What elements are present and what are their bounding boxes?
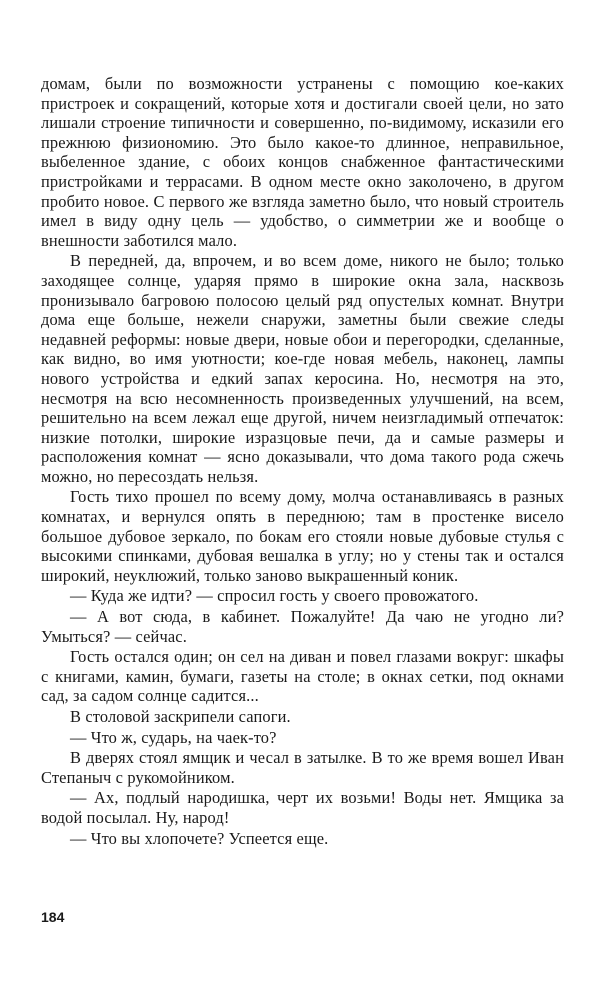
paragraph-1: домам, были по возможности устранены с помощию кое-каких пристроек и сокращений, которые хотя и достигали своей цели, но зато лишали строение типичности и совершенно, по-видимому, исказили его прежнюю физиономию. Это было какое-то длинное, неправильное, выбеленное здание, с обоих концов снабженное фантастическими пристройками и террасами. В одном месте окно заколочено, в другом пробито новое. С первого же взгляда заметно было, что новый строитель имел в виду одну цель — удобство, о симметрии же и вообще о внешности заботился мало. <box>41 74 564 250</box>
page-number: 184 <box>41 909 65 925</box>
dialogue-line-4: — Ах, подлый народишка, черт их возьми! Воды нет. Ямщика за водой посылал. Ну, народ! <box>41 788 564 827</box>
paragraph-2: В передней, да, впрочем, и во всем доме, никого не было; только заходящее солнце, ударяя прямо в широкие окна зала, насквозь пронизывало багровою полосою целый ряд опустелых комнат. Внутри дома еще больше, нежели снаружи, заметны были свежие следы недавней реформы: новые двери, новые обои и перегородки, сделанные, как видно, во имя уютности; кое-где новая мебель, наконец, лампы нового устройства и едкий запах керосина. Но, несмотря на это, несмотря на всю несомненность произведенных улучшений, на всем, решительно на всем лежал еще другой, ничем неизгладимый отпечаток: низкие потолки, широкие изразцовые печи, да и самые размеры и расположения комнат — ясно доказывали, что дома такого рода сжечь можно, но пересоздать нельзя. <box>41 251 564 486</box>
dialogue-line-5: — Что вы хлопочете? Успеется еще. <box>70 828 329 848</box>
paragraph-3: Гость тихо прошел по всему дому, молча останавливаясь в разных комнатах, и вернулся опять в переднюю; там в простенке висело большое дубовое зеркало, по бокам его стояли новые дубовые стулья с высокими спинками, дубовая вешалка в углу; но у стены так и остался широкий, неуклюжий, только заново выкрашенный коник. <box>41 487 564 585</box>
dialogue-line-3: — Что ж, сударь, на чаек-то? <box>70 727 277 747</box>
paragraph-4: Гость остался один; он сел на диван и повел глазами вокруг: шкафы с книгами, камин, бумаги, газеты на столе; в окнах сетки, под окнами сад, за садом солнце садится... <box>41 647 564 706</box>
paragraph-6: В дверях стоял ямщик и чесал в затылке. В то же время вошел Иван Степаныч с рукомойником. <box>41 748 564 787</box>
page-body-text <box>41 74 564 848</box>
dialogue-line-2: — А вот сюда, в кабинет. Пожалуйте! Да чаю не угодно ли? Умыться? — сейчас. <box>41 607 564 646</box>
paragraph-5: В столовой заскрипели сапоги. <box>70 707 291 726</box>
dialogue-line-1: — Куда же идти? — спросил гость у своего провожатого. <box>70 586 479 606</box>
